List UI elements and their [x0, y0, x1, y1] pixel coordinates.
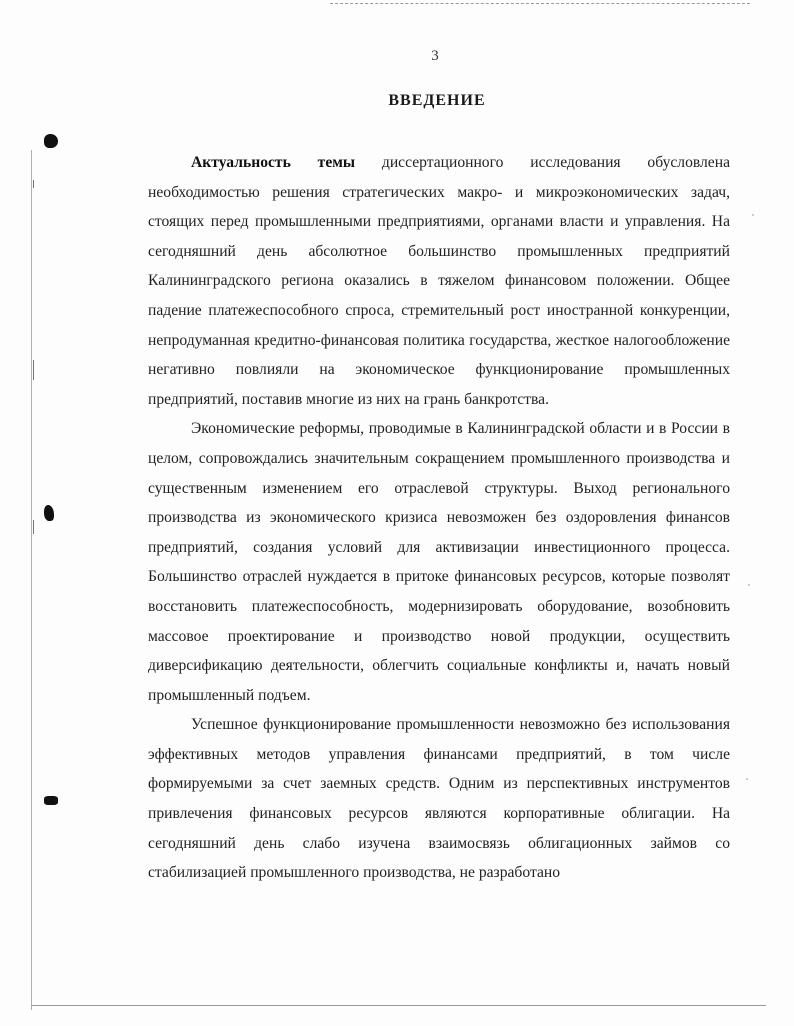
paragraph-reforms: [148, 414, 730, 710]
scan-left-edge: [31, 150, 32, 1010]
paragraph-lead: Актуальность темы: [191, 154, 356, 171]
punch-hole-mark: [44, 505, 54, 521]
paragraph-text: Успешное функционирование промышленности невозможно без использования эффективных методов управления финансами предприятий, в том числе формируемыми за счет заемных средств. Одним из перспективных инструментов привлечения финансовых ресурсов являются корпоративные облигации. На сегодняшний день слабо изучена взаимосвязь облигационных займов со стабилизацией промышленного производства, не разработано: [148, 716, 730, 882]
document-body: [148, 148, 730, 888]
paragraph-text: диссертационного исследования обусловлена необходимостью решения стратегических макро- и микроэкономических задач, стоящих перед промышленными предприятиями, органами власти и управления. На сегодняшний день абсолютное большинство промышленных предприятий Калининградского региона оказались в тяжелом финансовом положении. Общее падение платежеспособного спроса, стремительный рост иностранной конкуренции, непродуманная кредитно-финансовая политика государства, жесткое налогообложение негативно повлияли на экономическое функционирование промышленных предприятий, поставив многие из них на грань банкротства.: [148, 154, 730, 408]
scan-edge-tick: [33, 180, 34, 188]
paragraph-text: Экономические реформы, проводимые в Калининградской области и в России в целом, сопровождались значительным сокращением промышленного производства и существенным изменением его отраслевой структуры. Выход регионального производства из экономического кризиса невозможен без оздоровления финансов предприятий, создания условий для активизации инвестиционного процесса. Большинство отраслей нуждается в притоке финансовых ресурсов, которые позволят восстановить платежеспособность, модернизировать оборудование, возобновить массовое проектирование и производство новой продукции, осуществить диверсификацию деятельности, облегчить социальные конфликты и, начать новый промышленный подъем.: [148, 420, 730, 704]
page-number: 3: [431, 48, 439, 64]
scan-speck: [752, 214, 754, 216]
punch-hole-mark: [44, 134, 58, 148]
scan-edge-tick: [33, 360, 34, 380]
scan-top-rule: [330, 3, 750, 4]
paragraph-finance: [148, 710, 730, 888]
page-title: ВВЕДЕНИЕ: [388, 92, 486, 109]
scan-speck: [746, 778, 748, 780]
punch-hole-mark: [44, 796, 58, 805]
scan-bottom-rule: [31, 1005, 766, 1006]
scan-edge-tick: [33, 520, 34, 534]
paragraph-relevance: [148, 148, 730, 414]
scan-speck: [748, 584, 750, 586]
